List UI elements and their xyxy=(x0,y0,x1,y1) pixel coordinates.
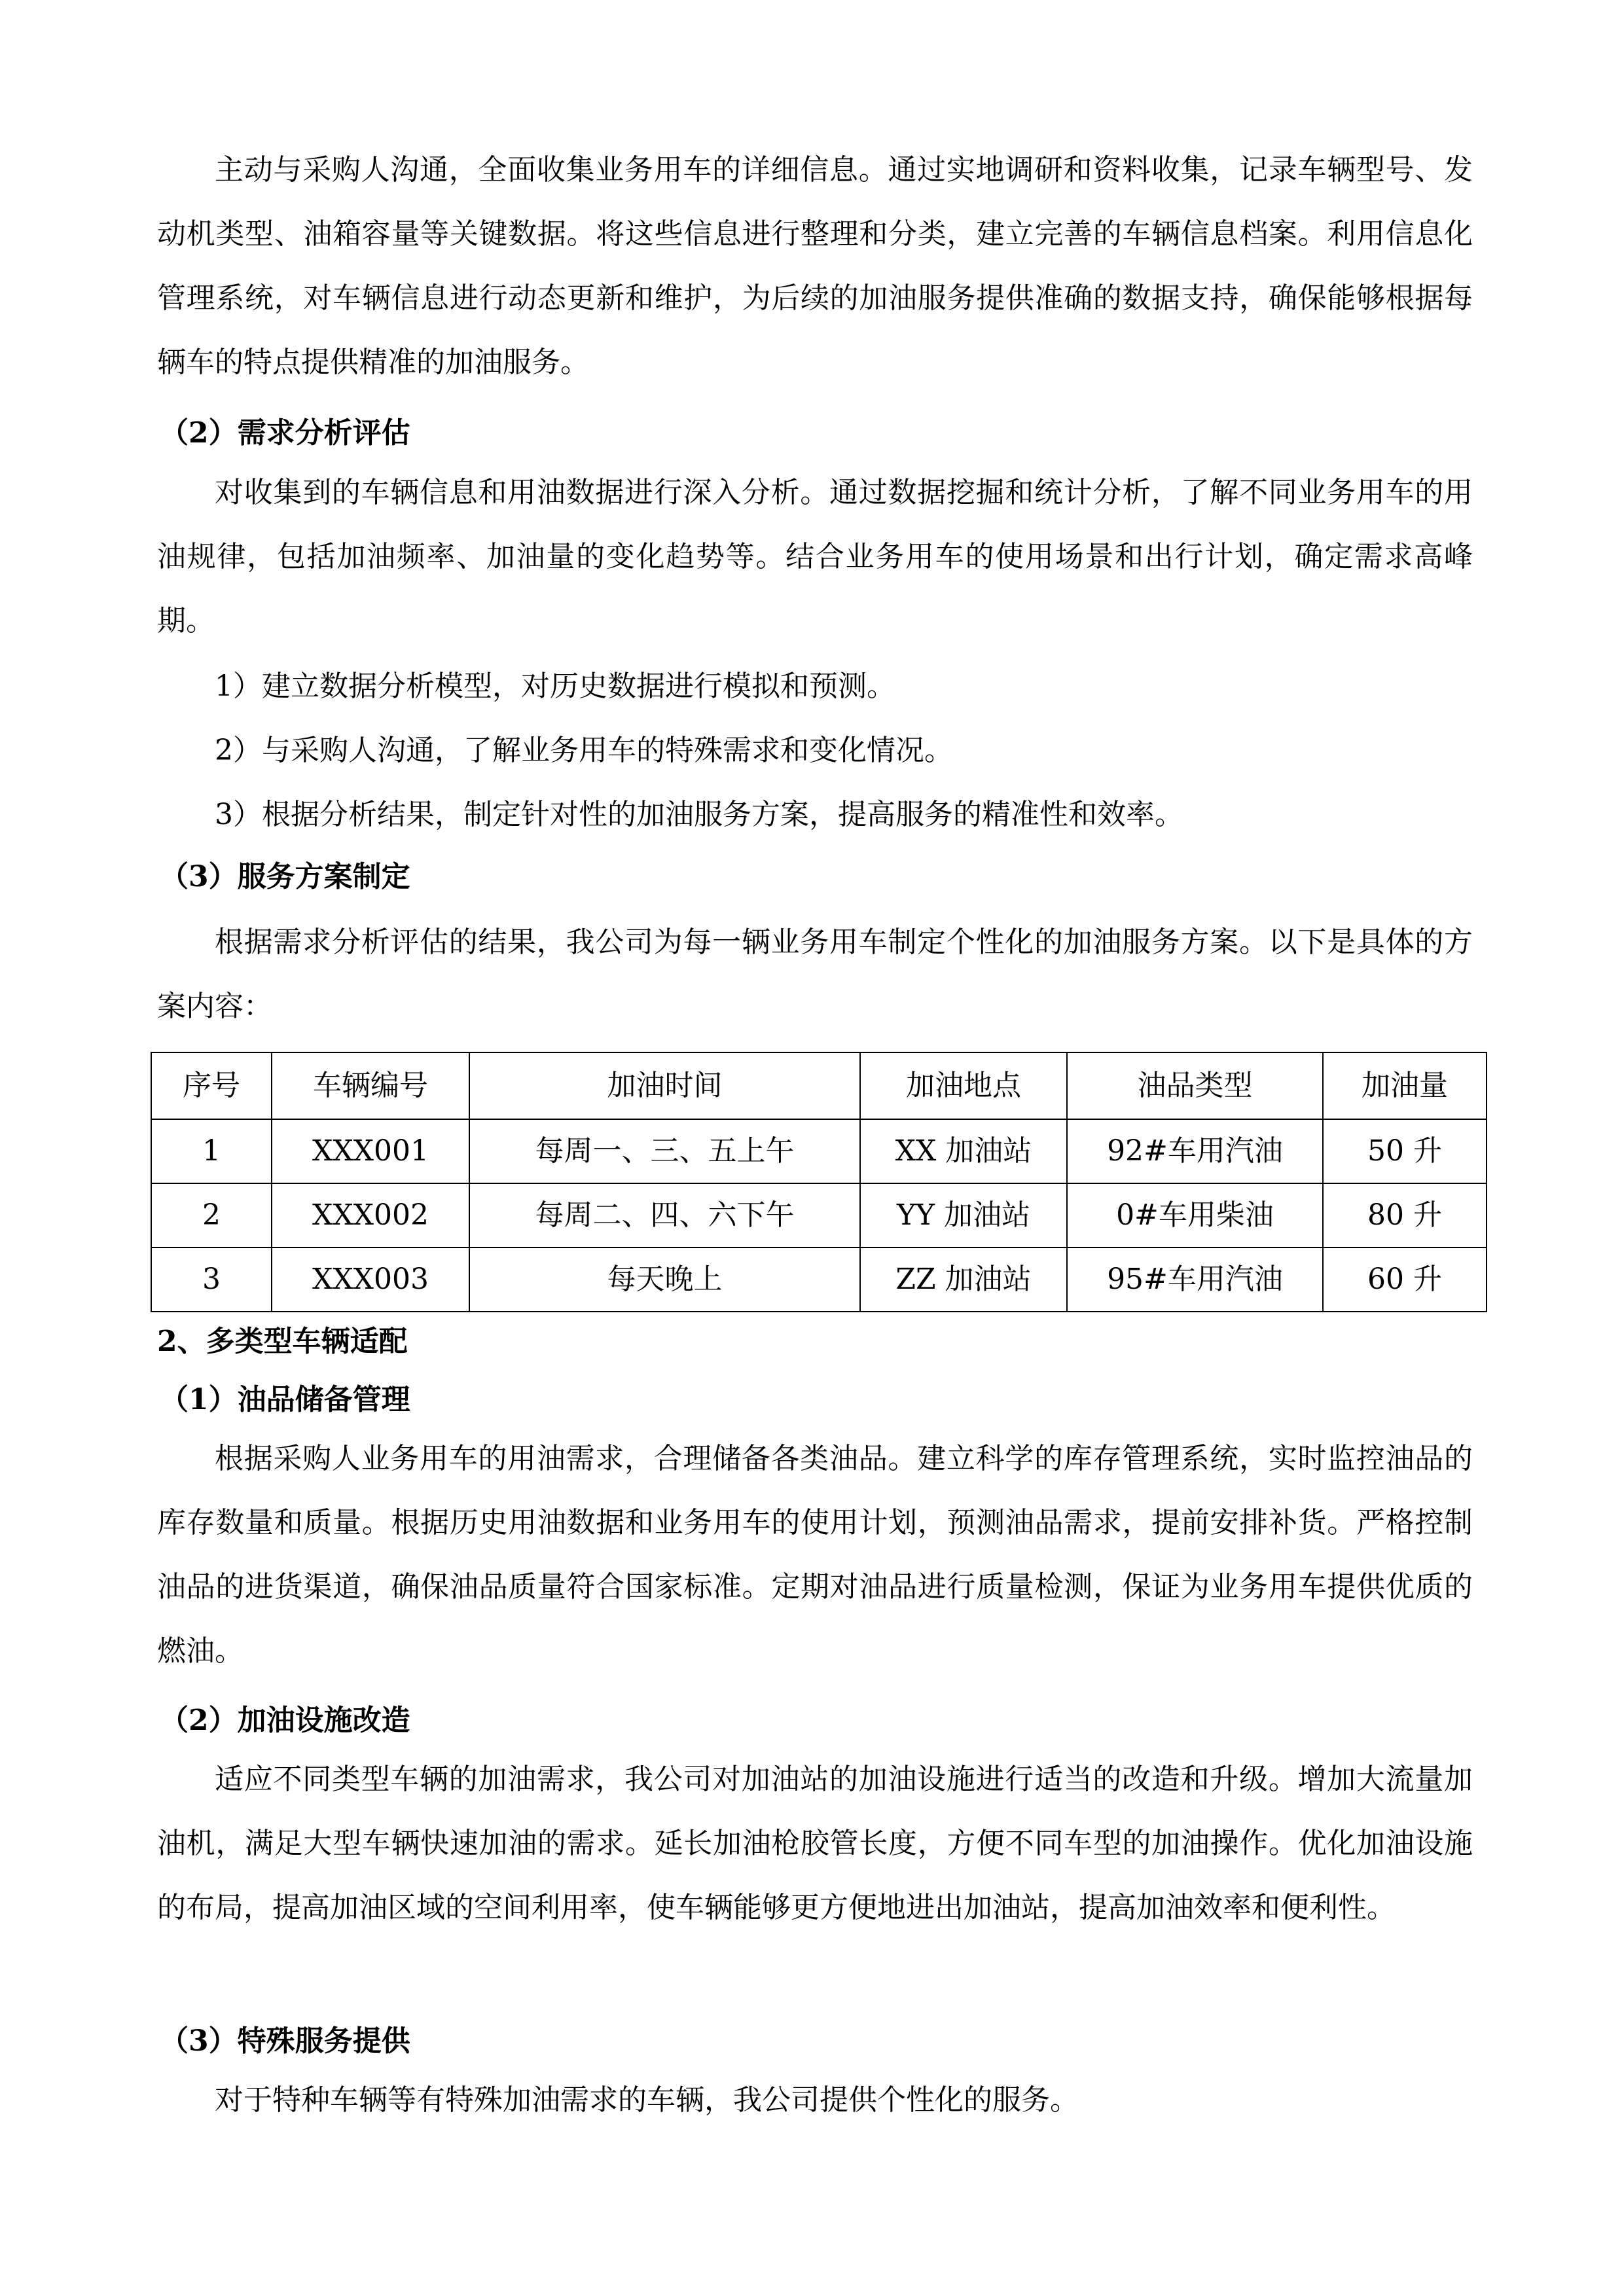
column-header-vehicle-id: 车辆编号 xyxy=(272,1052,469,1119)
table-cell: XXX003 xyxy=(272,1247,469,1312)
list-item-2: 2）与采购人沟通，了解业务用车的特殊需求和变化情况。 xyxy=(215,734,953,767)
heading-oil-storage: （1）油品储备管理 xyxy=(160,1383,410,1416)
column-header-fuel-type: 油品类型 xyxy=(1067,1052,1323,1119)
table-cell: 0#车用柴油 xyxy=(1067,1183,1323,1247)
table-cell: 1 xyxy=(151,1119,272,1183)
table-cell: YY 加油站 xyxy=(860,1183,1067,1247)
table-cell: 每天晚上 xyxy=(469,1247,860,1312)
table-cell: ZZ 加油站 xyxy=(860,1247,1067,1312)
table-row xyxy=(151,1247,1487,1312)
heading-facility-upgrade: （2）加油设施改造 xyxy=(160,1704,410,1737)
paragraph-special-service: 对于特种车辆等有特殊加油需求的车辆，我公司提供个性化的服务。 xyxy=(215,2083,1079,2117)
heading-section-2: 2、多类型车辆适配 xyxy=(157,1325,408,1358)
table-cell: 92#车用汽油 xyxy=(1067,1119,1323,1183)
column-header-fuel-amount: 加油量 xyxy=(1323,1052,1487,1119)
table-cell: 80 升 xyxy=(1323,1183,1487,1247)
column-header-fuel-station: 加油地点 xyxy=(860,1052,1067,1119)
table-cell: XX 加油站 xyxy=(860,1119,1067,1183)
list-item-3: 3）根据分析结果，制定针对性的加油服务方案，提高服务的精准性和效率。 xyxy=(215,798,1183,831)
paragraph-service-plan: 根据需求分析评估的结果，我公司为每一辆业务用车制定个性化的加油服务方案。以下是具体的方案内容： xyxy=(157,925,1473,1023)
table-cell: XXX001 xyxy=(272,1119,469,1183)
table-header-row xyxy=(151,1052,1487,1119)
heading-service-plan: （3）服务方案制定 xyxy=(160,860,410,893)
table-cell: 2 xyxy=(151,1183,272,1247)
table-cell: 3 xyxy=(151,1247,272,1312)
table-row xyxy=(151,1183,1487,1247)
table-cell: 60 升 xyxy=(1323,1247,1487,1312)
table-row xyxy=(151,1119,1487,1183)
paragraph-oil-storage: 根据采购人业务用车的用油需求，合理储备各类油品。建立科学的库存管理系统，实时监控油品的库存数量和质量。根据历史用油数据和业务用车的使用计划，预测油品需求，提前安排补货。严格控制油品的进货渠道，确保油品质量符合国家标准。定期对油品进行质量检测，保证为业务用车提供优质的燃油。 xyxy=(157,1442,1473,1668)
paragraph-vehicle-info: 主动与采购人沟通，全面收集业务用车的详细信息。通过实地调研和资料收集，记录车辆型号、发动机类型、油箱容量等关键数据。将这些信息进行整理和分类，建立完善的车辆信息档案。利用信息化管理系统，对车辆信息进行动态更新和维护，为后续的加油服务提供准确的数据支持，确保能够根据每辆车的特点提供精准的加油服务。 xyxy=(157,153,1473,379)
list-item-1: 1）建立数据分析模型，对历史数据进行模拟和预测。 xyxy=(215,670,895,703)
paragraph-facility-upgrade: 适应不同类型车辆的加油需求，我公司对加油站的加油设施进行适当的改造和升级。增加大流量加油机，满足大型车辆快速加油的需求。延长加油枪胶管长度，方便不同车型的加油操作。优化加油设施的布局，提高加油区域的空间利用率，使车辆能够更方便地进出加油站，提高加油效率和便利性。 xyxy=(157,1763,1473,1924)
table-cell: XXX002 xyxy=(272,1183,469,1247)
table-cell: 每周二、四、六下午 xyxy=(469,1183,860,1247)
heading-demand-analysis: （2）需求分析评估 xyxy=(160,416,410,450)
table-cell: 50 升 xyxy=(1323,1119,1487,1183)
fueling-plan-table xyxy=(151,1052,1487,1312)
column-header-index: 序号 xyxy=(151,1052,272,1119)
table-cell: 95#车用汽油 xyxy=(1067,1247,1323,1312)
column-header-fuel-time: 加油时间 xyxy=(469,1052,860,1119)
heading-special-service: （3）特殊服务提供 xyxy=(160,2024,410,2058)
paragraph-demand-analysis: 对收集到的车辆信息和用油数据进行深入分析。通过数据挖掘和统计分析，了解不同业务用车的用油规律，包括加油频率、加油量的变化趋势等。结合业务用车的使用场景和出行计划，确定需求高峰期。 xyxy=(157,476,1473,637)
table-cell: 每周一、三、五上午 xyxy=(469,1119,860,1183)
